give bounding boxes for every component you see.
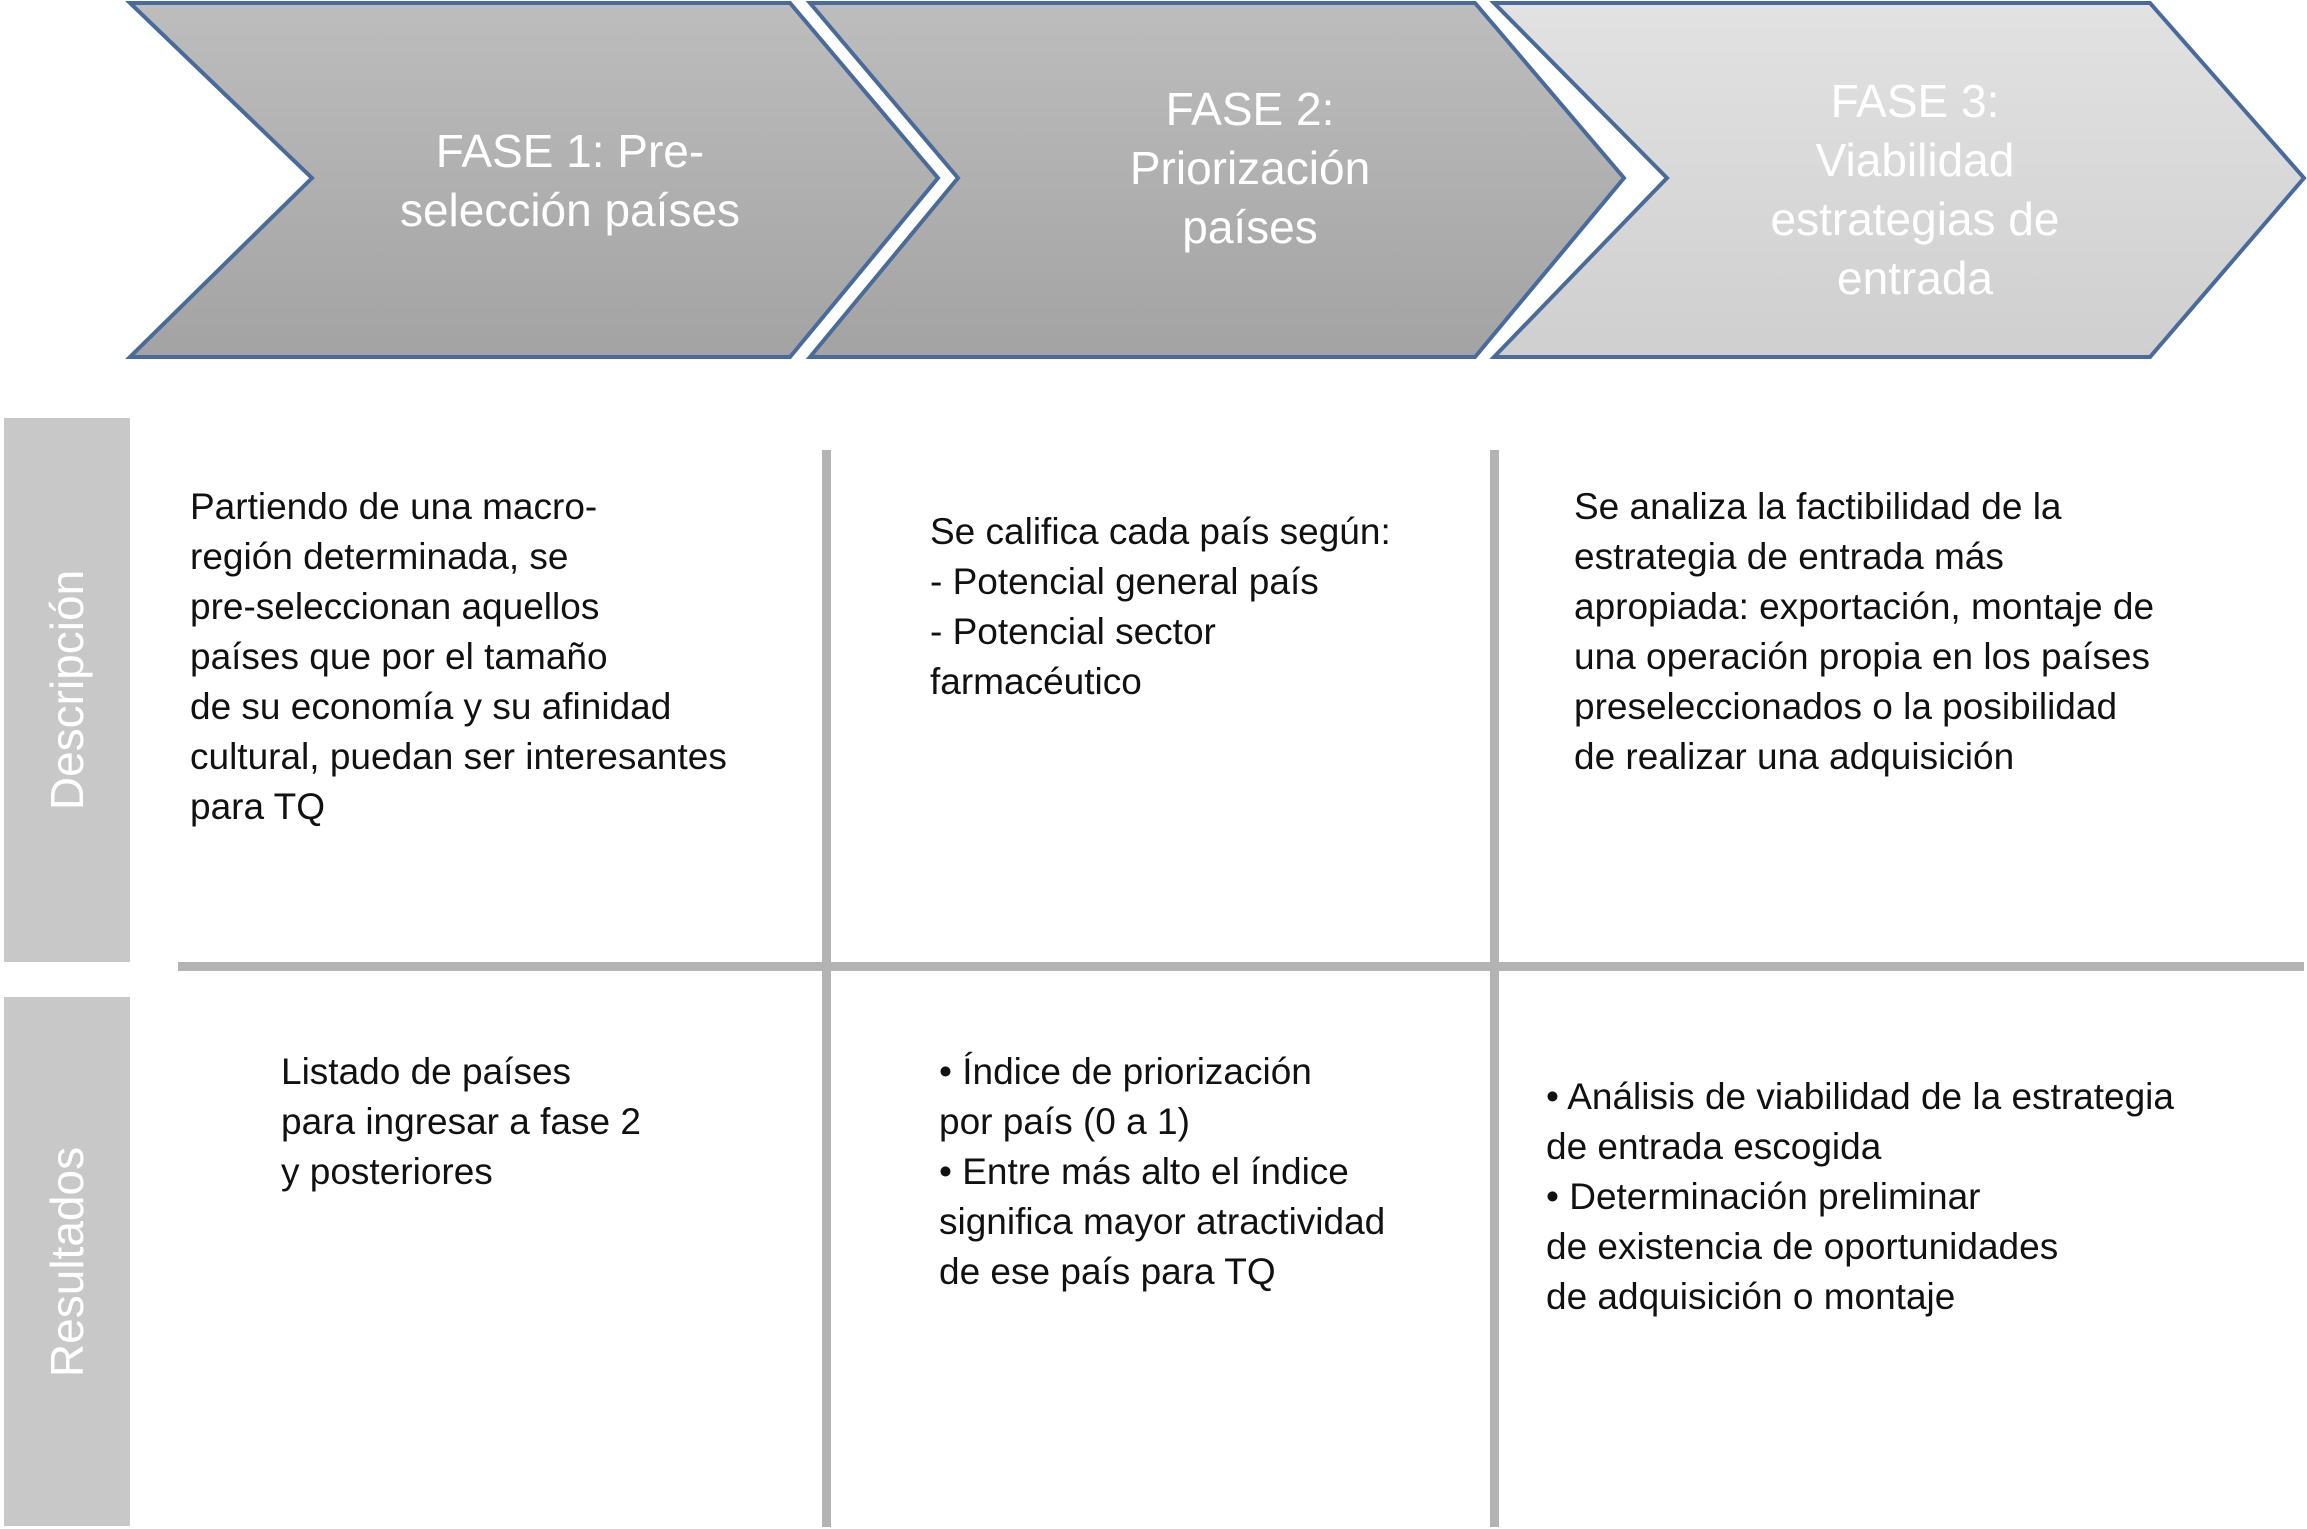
column-divider-1 [822, 450, 831, 1527]
resultados-fase-3: • Análisis de viabilidad de la estrategia de entrada escogida • Determinación preliminar de existencia de oportunidades de adquisición o montaje [1546, 1076, 2174, 1317]
column-divider-2 [1490, 450, 1499, 1527]
descripcion-fase-2: Se califica cada país según: - Potencial general país - Potencial sector farmacéutico [930, 511, 1391, 702]
resultados-label-text: Resultados [41, 1146, 93, 1377]
phase-1-title: FASE 1: Pre- selección países [399, 125, 741, 236]
resultados-fase-2: • Índice de priorización por país (0 a 1) • Entre más alto el índice significa mayor atractividad de ese país para TQ [939, 1051, 1386, 1292]
descripcion-label-text: Descripción [41, 569, 93, 811]
phase-3-title: FASE 3: Viabilidad estrategias de entrada [1770, 75, 2060, 304]
descripcion-fase-3: Se analiza la factibilidad de la estrategia de entrada más apropiada: exportación, montaje de una operación propia en los países preseleccionados o la posibilidad de realizar una adquisición [1574, 486, 2155, 777]
descripcion-row-label [4, 418, 130, 962]
row-divider [178, 962, 2304, 971]
resultados-row-label [4, 997, 130, 1526]
resultados-fase-1: Listado de países para ingresar a fase 2 y posteriores [281, 1051, 641, 1192]
phase-2-title: FASE 2: Priorización países [1129, 83, 1371, 253]
descripcion-fase-1: Partiendo de una macro- región determinada, se pre-seleccionan aquellos países que por el tamaño de su economía y su afinidad cultural, puedan ser interesantes para TQ [190, 486, 727, 827]
